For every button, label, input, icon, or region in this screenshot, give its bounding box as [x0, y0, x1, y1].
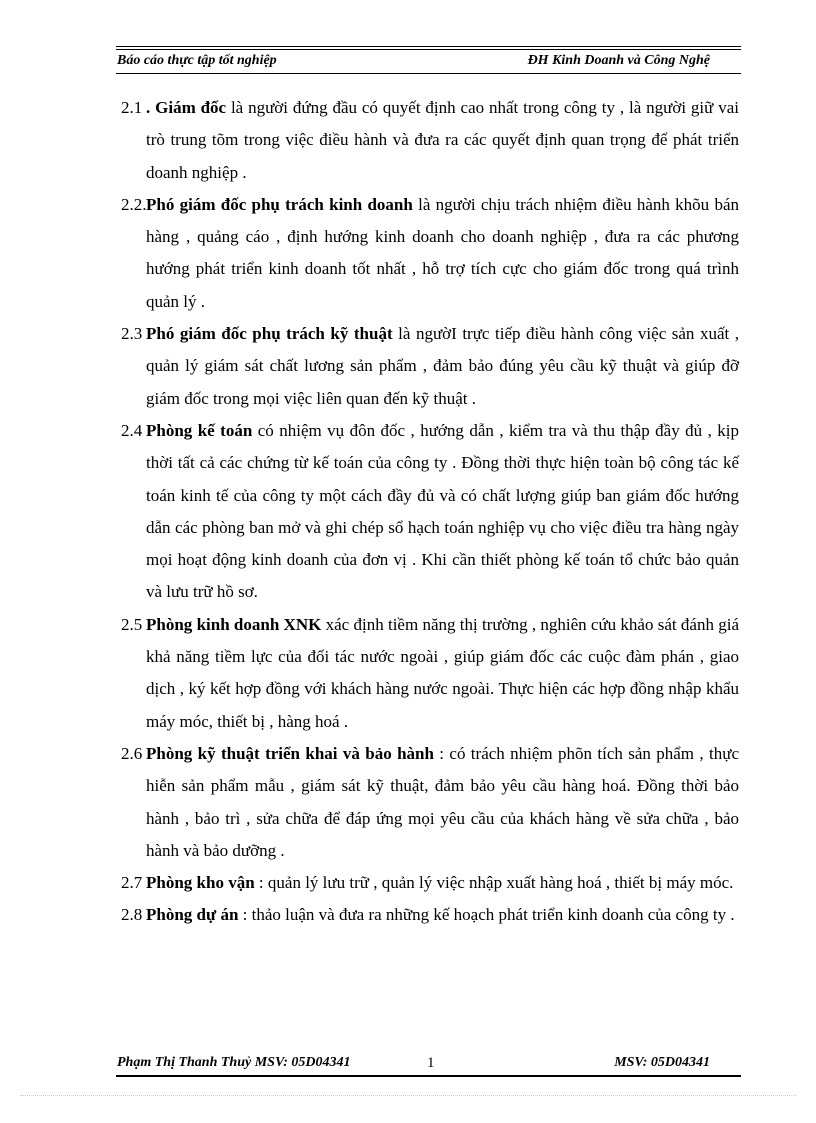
header-rule-top [116, 46, 741, 47]
section-item-2-8 [121, 899, 739, 931]
item-text: là người chịu trách nhiệm điều hành khõu bán hàng , quảng cáo , định hướng kinh doanh cho doanh nghiệp , đưa ra các phương hướng phát triển kinh doanh tốt nhất , hỗ trợ tích cực cho giám đốc trong quá trình quản lý . [146, 194, 739, 311]
section-item-2-1 [121, 92, 739, 189]
document-body [121, 92, 739, 932]
item-title: Phó giám đốc phụ trách kỹ thuật [146, 324, 393, 344]
footer-page-number: 1 [427, 1055, 435, 1071]
item-text: xác định tiềm năng thị trường , nghiên cứu khảo sát đánh giá khả năng tiềm lực của đối tác nước ngoài , giúp giám đốc các cuộc đàm phán , giao dịch , ký kết hợp đồng với khách hàng nước ngoài. Thực hiện các hợp đồng nhập khẩu máy móc, thiết bị , hàng hoá . [146, 614, 739, 731]
item-title: Phòng kinh doanh XNK [146, 614, 322, 634]
footer-author: Phạm Thị Thanh Thuỷ MSV: 05D04341 [117, 1055, 351, 1070]
item-number: 2.2. [121, 194, 147, 214]
item-text: : thảo luận và đưa ra những kế hoạch phát triển kinh doanh của công ty . [238, 905, 735, 925]
item-title: Phòng kỹ thuật triển khai và bảo hành [146, 743, 434, 763]
item-number: 2.3 [121, 324, 143, 344]
page-edge-dots [20, 1095, 796, 1096]
item-number: 2.1 [121, 98, 143, 117]
item-text: là ngườI trực tiếp điều hành công việc sản xuất , quản lý giám sát chất lương sản phẩm , đảm bảo đúng yêu cầu kỹ thuật và giúp đỡ giám đốc trong mọi việc liên quan đến kỹ thuật . [146, 324, 739, 408]
section-item-2-2 [121, 189, 739, 318]
item-title: Phó giám đốc phụ trách kinh doanh [146, 194, 413, 214]
footer-rule [116, 1075, 741, 1077]
header-right-title: ĐH Kinh Doanh và Công Nghệ [527, 53, 710, 68]
item-text: có nhiệm vụ đôn đốc , hướng dẫn , kiểm tra và thu thập đầy đủ , kịp thời tất cả các chứng từ kế toán của công ty . Đồng thời thực hiện toàn bộ công tác kế toán kinh tế của công ty một cách đầy đủ và có chất lượng giúp ban giám đốc hướng dẫn các phòng ban mở và ghi chép sổ hạch toán nghiệp vụ cho việc điều tra hàng ngày mọi hoạt động kinh doanh của đơn vị . Khi cần thiết phòng kế toán tổ chức bảo quản và lưu trữ hồ sơ. [146, 420, 739, 602]
item-title: Phòng dự án [146, 905, 239, 925]
header-left-title: Báo cáo thực tập tốt nghiệp [117, 53, 277, 68]
section-item-2-3 [121, 318, 739, 415]
section-item-2-7 [121, 867, 739, 899]
item-text: : quản lý lưu trữ , quản lý việc nhập xuất hàng hoá , thiết bị máy móc. [254, 873, 734, 893]
item-number: 2.4 [121, 420, 143, 440]
item-title: Phòng kế toán [146, 420, 253, 440]
section-item-2-5 [121, 609, 739, 738]
header-rule-top-2 [116, 49, 741, 50]
item-text: : có trách nhiệm phõn tích sản phẩm , thực hiễn sản phẩm mẫu , giám sát kỹ thuật, đảm bảo yêu cầu hàng hoá. Đồng thời bảo hành , bảo trì , sửa chữa để đáp ứng mọi yêu cầu của khách hàng về sửa chữa , bảo hành và bảo dưỡng . [146, 743, 739, 860]
footer-student-id: MSV: 05D04341 [614, 1055, 710, 1070]
item-number: 2.5 [121, 614, 143, 634]
item-number: 2.8 [121, 905, 143, 925]
item-number: 2.6 [121, 743, 143, 763]
header-rule-bottom [116, 73, 741, 74]
item-title: . Giám đốc [146, 98, 227, 117]
item-number: 2.7 [121, 873, 143, 893]
item-title: Phòng kho vận [146, 873, 255, 893]
section-item-2-4 [121, 415, 739, 609]
section-item-2-6 [121, 738, 739, 867]
item-text: là người đứng đầu có quyết định cao nhất trong công ty , là người giữ vai trò trung tõm trong việc điều hành và đưa ra các quyết định quan trọng để phát triển doanh nghiệp . [146, 98, 739, 182]
